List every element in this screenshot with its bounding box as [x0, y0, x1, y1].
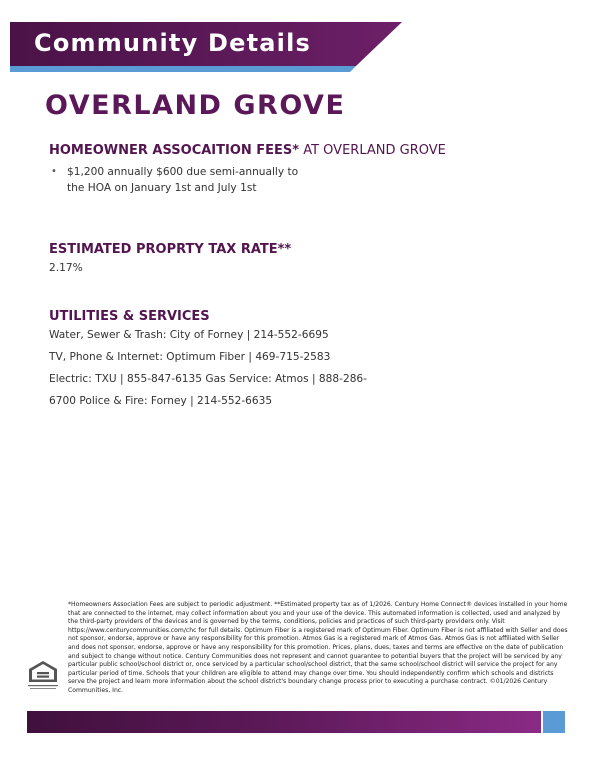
footer-bar: [27, 711, 541, 733]
hoa-bullet-line1: $1,200 annually $600 due semi-annually to: [67, 166, 299, 178]
tax-rate-value: 2.17%: [49, 262, 83, 274]
equal-housing-logo: [27, 660, 59, 694]
hoa-fees-list: [49, 164, 327, 196]
tax-rate-heading: ESTIMATED PROPRTY TAX RATE**: [49, 242, 292, 257]
hoa-fees-heading-bold: HOMEOWNER ASSOCAITION FEES*: [49, 143, 300, 158]
hoa-bullet-line2: the HOA on January 1st and July 1st: [67, 182, 257, 194]
utility-line: Water, Sewer & Trash: City of Forney | 214-552-6695: [49, 329, 329, 341]
house-icon: [27, 660, 59, 694]
utilities-heading: UTILITIES & SERVICES: [49, 309, 210, 324]
list-item: [49, 164, 327, 196]
utility-line: Electric: TXU | 855-847-6135 Gas Service: Atmos | 888-286-: [49, 373, 367, 385]
utility-line: TV, Phone & Internet: Optimum Fiber | 469-715-2583: [49, 351, 331, 363]
hoa-fees-heading: [49, 143, 446, 158]
page-title: OVERLAND GROVE: [45, 90, 346, 121]
header-title: Community Details: [34, 29, 311, 57]
bullet-icon: •: [51, 166, 57, 177]
utility-line: 6700 Police & Fire: Forney | 214-552-6635: [49, 395, 273, 407]
disclaimer-text: *Homeowners Association Fees are subject to periodic adjustment. **Estimated property tax as of 1/2026. Century Home Connect® devices installed in your home that are connected to the internet, may collect information about you and your use of the device. This automated information is collected, used and analyzed by the third-party providers of the devices and is governed by the terms, conditions, policies and practices of such third-party providers only. Visit https://www.centurycommunities.com/chc for full details. Optimum Fiber is a registered mark of Optimum Fiber. Optimum Fiber is not affiliated with Seller and does not sponsor, endorse, approve or have any responsibility for this promotion. Atmos Gas is a registered mark of Atmos Gas. Atmos Gas is not affiliated with Seller and does not sponsor, endorse, approve or have any responsibility for this promotion. Prices, plans, dues, taxes and terms are effective on the date of publication and subject to change without notice. Century Communities does not represent and cannot guarantee to potential buyers that the project will be serviced by any particular public school/school district or, once serviced by a particular school/school district, that the same school/school district will service the project for any particular period of time. Schools that your children are eligible to attend may change over time. You should independently confirm which schools and districts serve the project and learn more information about the school district's boundary change process prior to executing a purchase contract. ©01/2026 Century Communities, Inc.: [68, 601, 568, 694]
footer-accent-square: [543, 711, 565, 733]
hoa-fees-heading-rest: AT OVERLAND GROVE: [299, 143, 446, 158]
